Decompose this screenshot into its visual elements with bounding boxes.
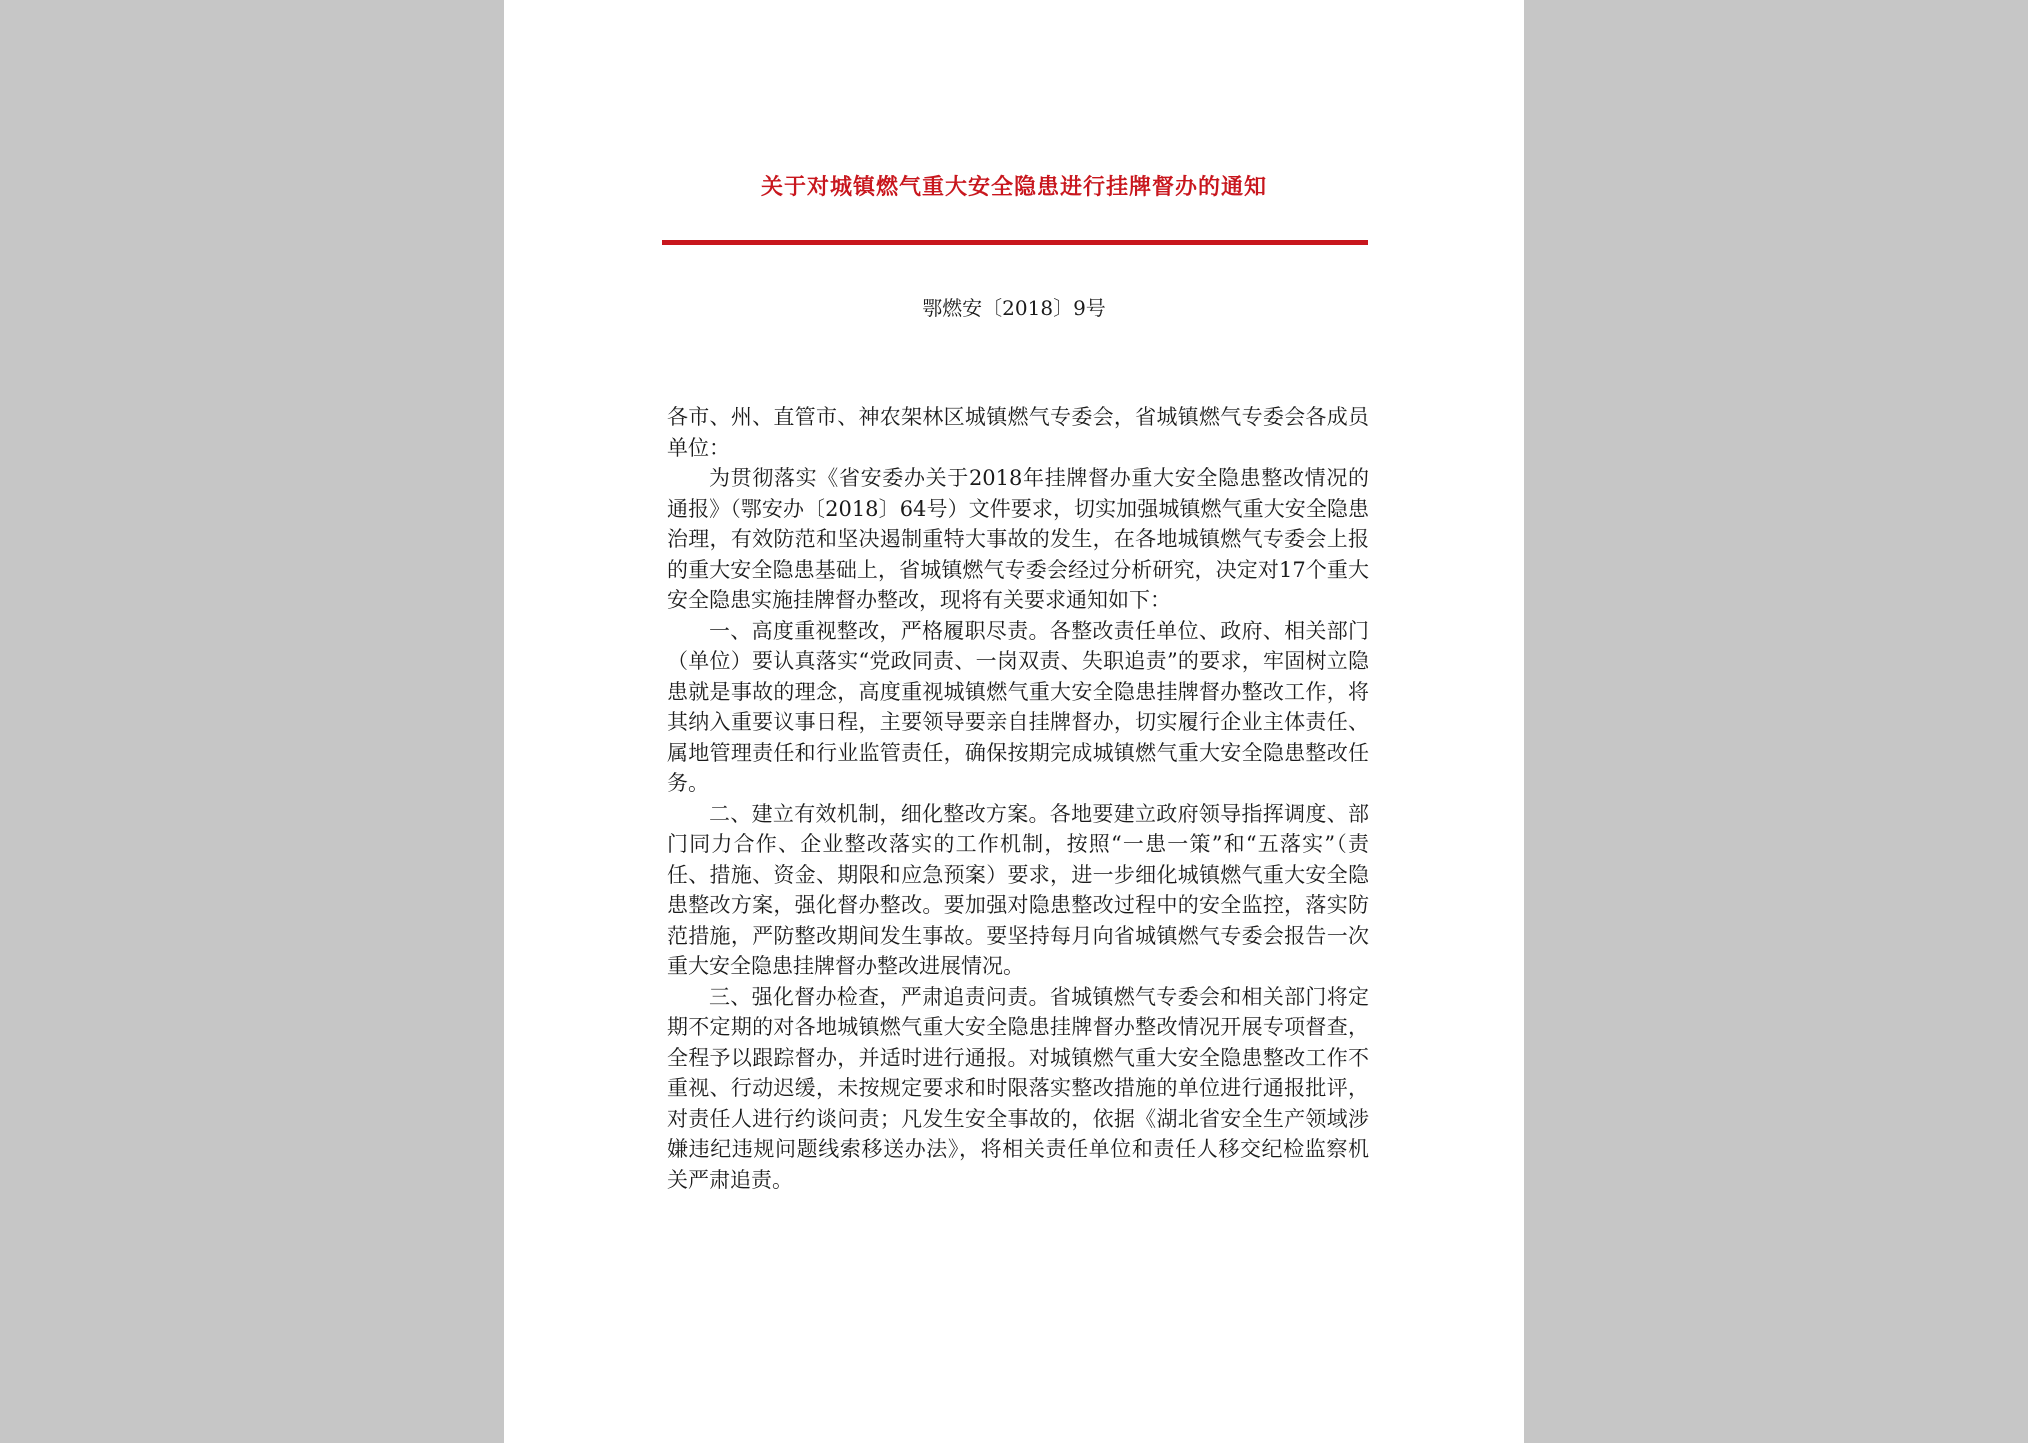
paragraph-section-1: 一、高度重视整改，严格履职尽责。各整改责任单位、政府、相关部门（单位）要认真落实“党政同责、一岗双责、失职追责”的要求，牢固树立隐患就是事故的理念，高度重视城镇燃气重大安全隐患挂牌督办整改工作，将其纳入重要议事日程，主要领导要亲自挂牌督办，切实履行企业主体责任、属地管理责任和行业监管责任，确保按期完成城镇燃气重大安全隐患整改任务。 <box>667 618 1369 795</box>
document-body <box>667 402 1369 1195</box>
document-number: 鄂燃安〔2018〕9号 <box>922 296 1106 320</box>
red-header-rule <box>662 240 1368 245</box>
paragraph-section-3: 三、强化督办检查，严肃追责问责。省城镇燃气专委会和相关部门将定期不定期的对各地城镇燃气重大安全隐患挂牌督办整改情况开展专项督查，全程予以跟踪督办，并适时进行通报。对城镇燃气重大安全隐患整改工作不重视、行动迟缓，未按规定要求和时限落实整改措施的单位进行通报批评，对责任人进行约谈问责；凡发生安全事故的，依据《湖北省安全生产领域涉嫌违纪违规问题线索移送办法》，将相关责任单位和责任人移交纪检监察机关严肃追责。 <box>667 984 1369 1192</box>
salutation: 各市、州、直管市、神农架林区城镇燃气专委会，省城镇燃气专委会各成员单位： <box>667 405 1369 460</box>
document-page <box>504 0 1524 1443</box>
document-title: 关于对城镇燃气重大安全隐患进行挂牌督办的通知 <box>760 174 1267 200</box>
paragraph-intro: 为贯彻落实《省安委办关于2018年挂牌督办重大安全隐患整改情况的通报》（鄂安办〔2018〕64号）文件要求，切实加强城镇燃气重大安全隐患治理，有效防范和坚决遏制重特大事故的发生，在各地城镇燃气专委会上报的重大安全隐患基础上，省城镇燃气专委会经过分析研究，决定对17个重大安全隐患实施挂牌督办整改，现将有关要求通知如下： <box>667 466 1369 612</box>
paragraph-section-2: 二、建立有效机制，细化整改方案。各地要建立政府领导指挥调度、部门同力合作、企业整改落实的工作机制，按照“一患一策”和“五落实”（责任、措施、资金、期限和应急预案）要求，进一步细化城镇燃气重大安全隐患整改方案，强化督办整改。要加强对隐患整改过程中的安全监控，落实防范措施，严防整改期间发生事故。要坚持每月向省城镇燃气专委会报告一次重大安全隐患挂牌督办整改进展情况。 <box>667 801 1369 978</box>
